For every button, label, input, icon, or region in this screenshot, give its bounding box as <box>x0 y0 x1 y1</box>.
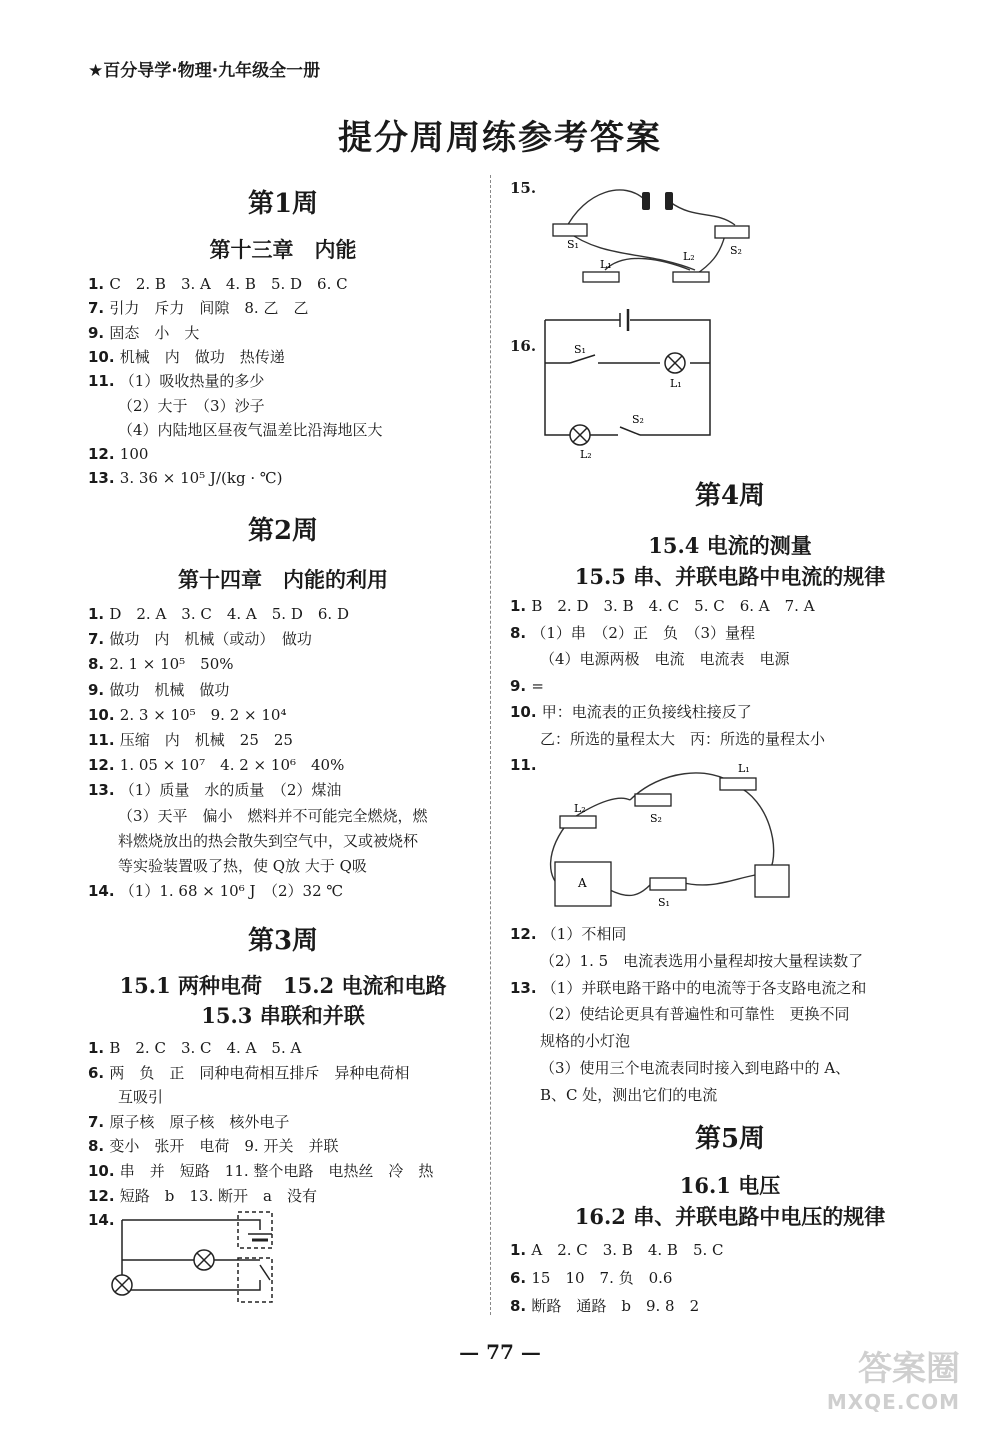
week4-chapter-1: 15.4 电流的测量 <box>648 533 812 558</box>
question-number: 11. <box>88 731 120 749</box>
answer-line <box>88 654 234 674</box>
question-number: 7. <box>88 1112 110 1131</box>
answer-line <box>540 1085 717 1105</box>
answer-line <box>88 1038 301 1058</box>
q15-lamp-l2 <box>673 272 709 282</box>
answer-line <box>88 1136 338 1156</box>
answer-text: （1）并联电路干路中的电流等于各支路电流之和 <box>541 978 867 997</box>
question-number: 10. <box>88 347 120 366</box>
q11-switch-s2 <box>635 794 671 806</box>
answer-text: （2）使结论更具有普遍性和可靠性 更换不同 <box>540 1005 850 1024</box>
column-divider <box>490 175 491 1315</box>
answer-line <box>88 371 264 391</box>
question-number: 9. <box>88 680 110 699</box>
week3-chapter-2: 15.3 串联和并联 <box>201 1003 365 1028</box>
answer-line <box>510 1240 724 1260</box>
answer-line <box>510 702 752 722</box>
question-number: 10. <box>510 703 542 721</box>
week4-heading: 第4周 <box>694 481 766 511</box>
answer-line <box>510 978 866 998</box>
q15-label-l2: L₂ <box>683 250 695 263</box>
answer-text: （2）大于 （3）沙子 <box>118 396 265 415</box>
question-number: 8. <box>510 623 532 642</box>
answer-text: D 2. A 3. C 4. A 5. D 6. D <box>109 605 349 623</box>
answer-line <box>88 347 285 367</box>
answer-line <box>88 680 229 700</box>
q15-lamp-l1 <box>583 272 619 282</box>
answer-line <box>88 780 341 800</box>
answer-line <box>88 705 286 725</box>
q11-switch-s1 <box>650 878 686 890</box>
answer-text: （3）使用三个电流表同时接入到电路中的 A、 <box>540 1059 851 1077</box>
answer-text: 3. 36 × 10⁵ J/(kg · ℃) <box>119 469 283 488</box>
week2-heading: 第2周 <box>247 516 319 546</box>
answer-line <box>118 396 265 416</box>
answer-text: （3）天平 偏小 燃料并不可能完全燃烧，燃 <box>118 806 428 825</box>
question-number: 13. <box>88 781 120 800</box>
answer-line <box>88 1112 289 1132</box>
answer-text: 固态 小 大 <box>109 323 200 342</box>
answer-line <box>540 729 825 749</box>
week2-chapter: 第十四章 内能的利用 <box>178 567 388 592</box>
question-number: 13. <box>88 469 120 488</box>
answer-text: （2）1. 5 电流表选用小量程却按大量程读数了 <box>540 951 864 970</box>
answer-text: 甲：电流表的正负接线柱接反了 <box>541 703 752 721</box>
answer-line <box>88 1161 433 1181</box>
answer-text: 互吸引 <box>118 1088 164 1107</box>
answer-line <box>510 676 544 696</box>
question-number: 10. <box>88 1162 120 1180</box>
answer-line <box>88 730 293 750</box>
question-number: 11. <box>510 756 537 774</box>
answer-line <box>88 755 344 775</box>
q15-physical-circuit <box>545 180 775 300</box>
answer-text: （1）不相同 <box>541 925 627 943</box>
q11-label-l1: L₁ <box>738 762 750 775</box>
answer-text: B 2. D 3. B 4. C 5. C 6. A 7. A <box>531 597 815 615</box>
answer-line <box>88 323 199 343</box>
answer-line <box>88 468 282 488</box>
answer-line <box>540 1031 630 1051</box>
answer-line <box>118 831 418 851</box>
q15-label-l1: L₁ <box>600 258 612 271</box>
q14-lamp-1 <box>194 1250 214 1270</box>
q16-label-s2: S₂ <box>632 413 644 426</box>
answer-text: = <box>531 676 544 695</box>
answer-line <box>510 596 815 616</box>
question-number: 9. <box>88 323 110 342</box>
answer-line <box>88 298 308 318</box>
q16-label-l1: L₁ <box>670 377 682 390</box>
q16-label: 16. <box>510 337 537 355</box>
q11-battery-pack <box>755 865 789 897</box>
q16-label-s1: S₁ <box>574 343 586 356</box>
q15-switch-s2 <box>715 226 749 238</box>
answer-text: 乙：所选的量程太大 丙：所选的量程太小 <box>540 729 826 748</box>
answer-line <box>118 856 367 876</box>
answer-line <box>88 604 349 624</box>
answer-text: 100 <box>119 445 149 464</box>
q11-physical-circuit <box>540 760 800 920</box>
answer-line <box>510 924 626 944</box>
question-number: 1. <box>88 275 110 293</box>
question-number: 14. <box>88 1211 115 1230</box>
page-title: 提分周周练参考答案 <box>338 118 662 158</box>
question-number: 10. <box>88 705 120 724</box>
q11-ammeter-label: A <box>578 876 587 890</box>
q15-switch-s1 <box>553 224 587 236</box>
answer-text: （1）吸收热量的多少 <box>119 372 265 391</box>
question-number: 12. <box>88 445 120 464</box>
answer-line <box>540 1058 850 1078</box>
week4-chapter-2: 15.5 串、并联电路中电流的规律 <box>574 564 886 589</box>
q11-label-s2: S₂ <box>650 812 662 825</box>
question-number: 7. <box>88 299 110 318</box>
answer-text: 串 并 短路 11. 整个电路 电热丝 冷 热 <box>119 1162 434 1180</box>
answer-line <box>88 629 312 649</box>
answer-text: 2. 3 × 10⁵ 9. 2 × 10⁴ <box>119 705 287 724</box>
answer-text: 做功 内 机械（或动） 做功 <box>109 630 312 649</box>
question-number: 9. <box>510 676 532 695</box>
answer-line <box>510 1296 699 1316</box>
answer-text: 1. 05 × 10⁷ 4. 2 × 10⁶ 40% <box>119 756 345 775</box>
answer-line <box>540 951 863 971</box>
answer-line <box>510 1268 672 1288</box>
question-number: 6. <box>510 1269 532 1287</box>
answer-text: 等实验装置吸了热，使 Q放 大于 Q吸 <box>118 857 367 875</box>
answer-text: 机械 内 做功 热传递 <box>119 347 285 366</box>
week3-heading: 第3周 <box>247 926 319 956</box>
answer-line <box>118 420 383 440</box>
q11-label-l2: L₂ <box>574 802 586 815</box>
watermark-line1: 答案圈 <box>858 1349 960 1389</box>
q15-label-s2: S₂ <box>730 244 742 257</box>
answer-text: 压缩 内 机械 25 25 <box>119 731 293 749</box>
answer-line <box>88 444 148 464</box>
answer-line <box>510 755 537 775</box>
answer-text: 料燃烧放出的热会散失到空气中，又或被烧杯 <box>118 831 419 850</box>
week5-chapter-2: 16.2 串、并联电路中电压的规律 <box>574 1204 886 1229</box>
question-number: 8. <box>88 1137 110 1156</box>
answer-text: 短路 b 13. 断开 a 没有 <box>119 1186 317 1205</box>
answer-text: B 2. C 3. C 4. A 5. A <box>109 1039 302 1057</box>
answer-text: （1）串 （2）正 负 （3）量程 <box>531 623 755 642</box>
answer-line <box>118 806 428 826</box>
answer-text: A 2. C 3. B 4. B 5. C <box>531 1241 724 1259</box>
answer-line <box>88 1186 317 1206</box>
answer-text: C 2. B 3. A 4. B 5. D 6. C <box>109 275 348 293</box>
answer-text: 断路 通路 b 9. 8 2 <box>531 1297 700 1315</box>
question-number: 1. <box>88 1039 110 1057</box>
answer-text: （4）内陆地区昼夜气温差比沿海地区大 <box>118 420 383 439</box>
answer-line <box>88 881 343 901</box>
week1-heading: 第1周 <box>247 189 319 219</box>
answer-line <box>88 1063 409 1083</box>
q15-label: 15. <box>510 179 537 197</box>
question-number: 1. <box>88 605 110 623</box>
question-number: 11. <box>88 372 120 391</box>
watermark <box>827 1341 960 1414</box>
answer-text: 引力 斥力 间隙 8. 乙 乙 <box>109 299 309 318</box>
question-number: 8. <box>510 1297 532 1315</box>
q11-lamp-l2 <box>560 816 596 828</box>
question-number: 12. <box>88 756 120 775</box>
q15-label-s1: S₁ <box>567 238 579 251</box>
question-number: 6. <box>88 1063 110 1082</box>
answer-text: 变小 张开 电荷 9. 开关 并联 <box>109 1137 339 1156</box>
answer-text: B、C 处，测出它们的电流 <box>540 1085 718 1104</box>
answer-text: （4）电源两极 电流 电流表 电源 <box>540 650 790 668</box>
answer-text: 两 负 正 同种电荷相互排斥 异种电荷相 <box>109 1063 410 1082</box>
q14-lamp-2 <box>112 1275 132 1295</box>
answer-text: 2. 1 × 10⁵ 50% <box>109 655 234 674</box>
q15-battery <box>642 192 673 210</box>
q14-circuit-diagram <box>110 1210 290 1310</box>
answer-text: 做功 机械 做功 <box>109 680 230 699</box>
question-number: 12. <box>510 925 542 943</box>
answer-text: 原子核 原子核 核外电子 <box>109 1112 290 1131</box>
answer-line <box>510 623 755 643</box>
question-number: 1. <box>510 597 532 615</box>
page-number: — 77 — <box>459 1340 541 1364</box>
answer-line <box>540 649 790 669</box>
question-number: 14. <box>88 882 120 901</box>
week1-chapter: 第十三章 内能 <box>209 237 357 262</box>
question-number: 13. <box>510 978 542 997</box>
question-number: 1. <box>510 1241 532 1259</box>
q11-label-s1: S₁ <box>658 896 670 909</box>
q16-label-l2: L₂ <box>580 448 592 461</box>
watermark-line2: MXQE.COM <box>826 1390 960 1414</box>
answer-text: 15 10 7. 负 0.6 <box>531 1269 673 1287</box>
question-number: 12. <box>88 1186 120 1205</box>
answer-line <box>540 1004 850 1024</box>
answer-line <box>88 274 348 294</box>
week5-heading: 第5周 <box>694 1124 766 1154</box>
week3-chapter-1: 15.1 两种电荷 15.2 电流和电路 <box>119 973 447 998</box>
q16-circuit-diagram <box>540 305 740 461</box>
q11-lamp-l1 <box>720 778 756 790</box>
answer-text: （1）质量 水的质量 （2）煤油 <box>119 781 342 800</box>
answer-text: 规格的小灯泡 <box>540 1032 631 1051</box>
answer-text: （1）1. 68 × 10⁶ J （2）32 ℃ <box>119 882 344 901</box>
answer-line <box>118 1087 163 1107</box>
question-number: 8. <box>88 655 110 674</box>
book-header: ★百分导学·物理·九年级全一册 <box>88 61 321 81</box>
week5-chapter-1: 16.1 电压 <box>679 1173 781 1198</box>
question-number: 7. <box>88 630 110 649</box>
